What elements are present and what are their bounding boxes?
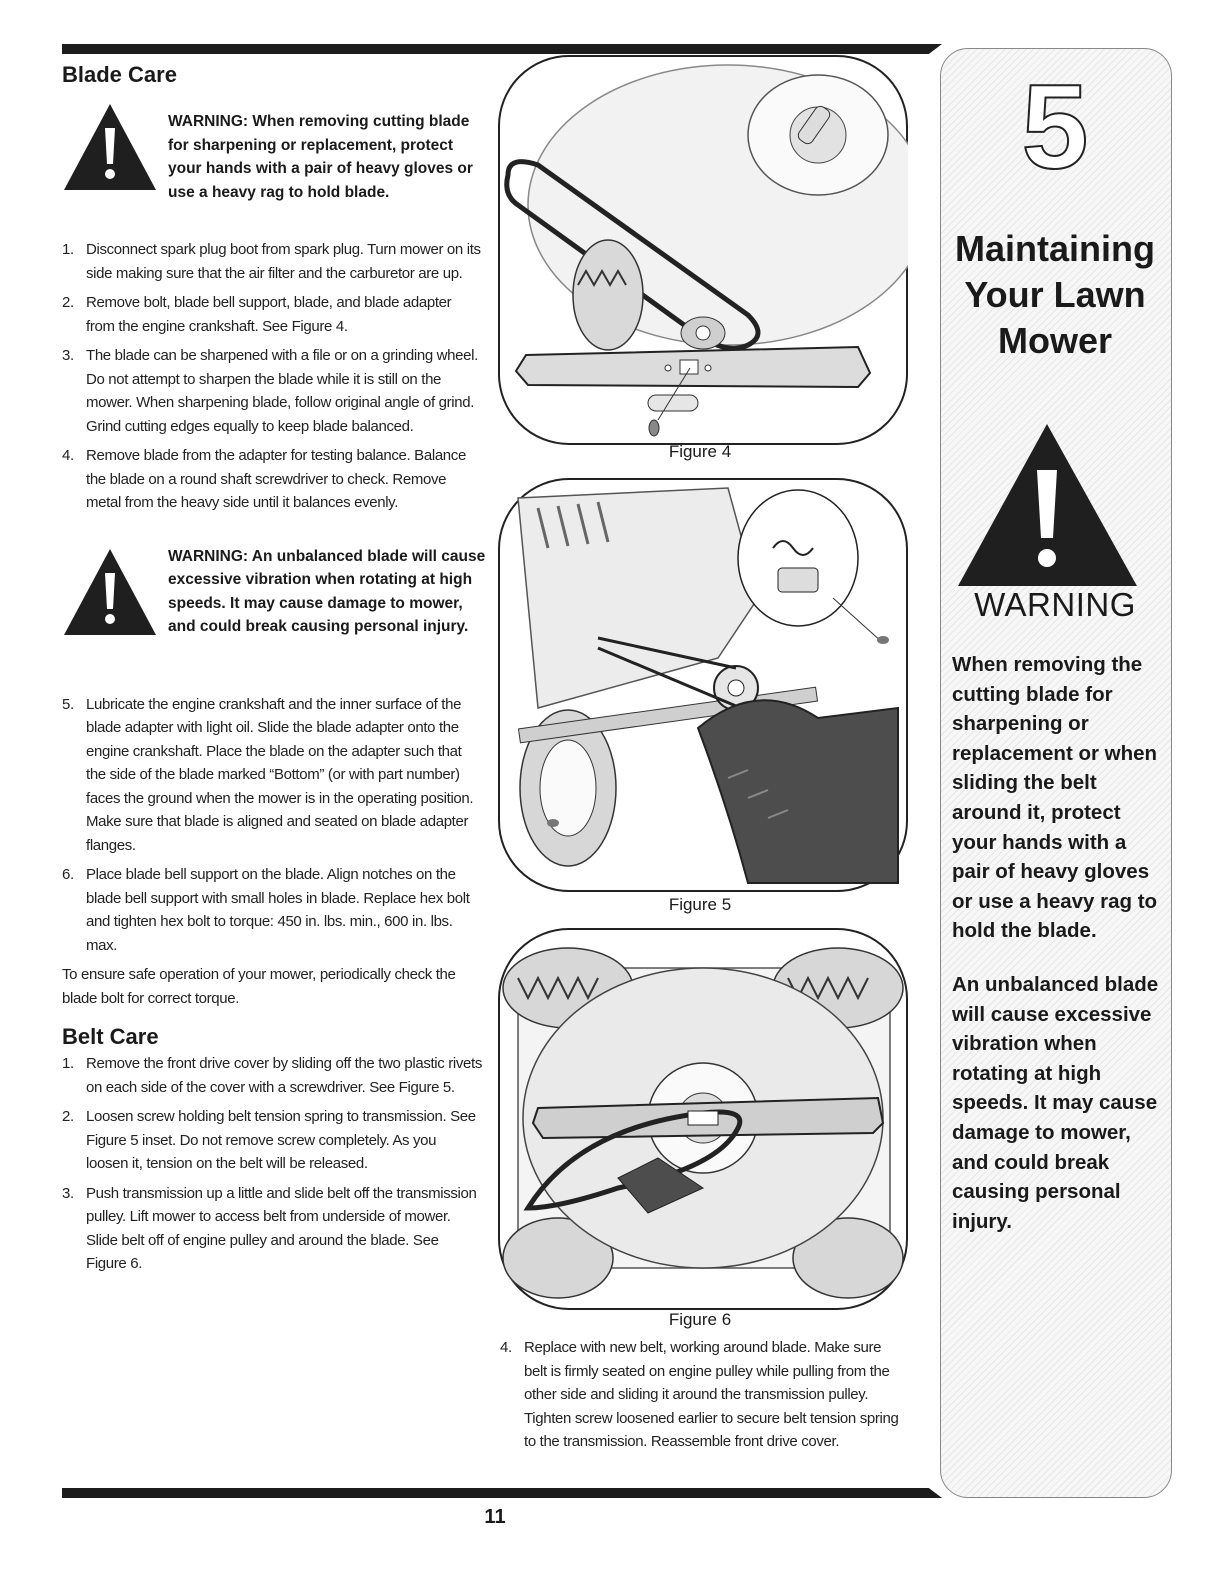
list-item: 3. Push transmission up a little and slide belt off the transmission pulley. Lift mower to access belt from underside of mower. Slide belt off of engine pulley and around the blade. See Figure 6. [62,1184,477,1272]
figure-6 [498,928,908,1310]
top-rule [62,44,942,54]
belt-steps-continued [500,1336,905,1454]
figure-6-illustration [498,928,908,1310]
warning-text: WARNING: An unbalanced blade will cause excessive vibration when rotating at high speeds. It may cause damage to mower, and could break causing personal injury. [168,547,486,635]
blade-steps-a [62,238,482,515]
list-item: 1. Disconnect spark plug boot from spark plug. Turn mower on its side making sure that the air filter and the carburetor are up. [62,241,481,282]
sidebar-warning-text-2: An unbalanced blade will cause excessive vibration when rotating at high speeds. It may cause damage to mower, and could break causing personal injury. [952,973,1159,1233]
list-item: 1. Remove the front drive cover by sliding off the two plastic rivets on each side of the cover with a screwdriver. See Figure 5. [62,1055,482,1096]
warning-triangle-icon [955,420,1140,590]
blade-steps-b [62,693,482,958]
torque-note: To ensure safe operation of your mower, periodically check the blade bolt for correct torque. [62,966,456,1007]
bottom-rule [62,1488,942,1498]
figure-4-caption: Figure 4 [668,442,732,461]
figure-5 [498,478,908,893]
figure-5-caption: Figure 5 [668,895,732,914]
blade-warning-1 [62,102,482,228]
warning-triangle-icon [62,547,158,637]
figure-4 [498,55,908,445]
sidebar-warning-heading: WARNING [974,586,1136,623]
warning-triangle-icon [62,102,158,192]
left-column [62,62,486,1282]
list-item: 2. Loosen screw holding belt tension spring to transmission. See Figure 5 inset. Do not remove screw completely. As you loosen it, tension on the belt will be released. [62,1108,476,1172]
figure-5-illustration [498,478,908,893]
list-item: 6. Place blade bell support on the blade. Align notches on the blade bell support with small holes in blade. Replace hex bolt and tighten hex bolt to torque: 450 in. lbs. min., 600 in. lbs. max. [62,866,470,954]
figure-6-caption: Figure 6 [668,1310,732,1329]
belt-care-heading: Belt Care [62,1024,159,1049]
list-item: 4. Remove blade from the adapter for testing balance. Balance the blade on a round shaft screwdriver to check. Remove metal from the heavy side until it balances evenly. [62,447,466,511]
figure-4-illustration [498,55,908,445]
list-item: 2. Remove bolt, blade bell support, blade, and blade adapter from the engine crankshaft. See Figure 4. [62,294,452,335]
sidebar-warning-text-1: When removing the cutting blade for sharpening or replacement or when sliding the belt around it, protect your hands with a pair of heavy gloves or use a heavy rag to hold the blade. [952,653,1158,943]
chapter-title: Maintaining Your Lawn Mower [955,228,1155,361]
list-item: 4. Replace with new belt, working around blade. Make sure belt is firmly seated on engine pulley while pulling from the other side and sliding it around the transmission pulley. Tighten screw loosened earlier to secure belt tension spring to the transmission. Reassemble front drive cover. [500,1339,899,1450]
blade-care-heading: Blade Care [62,62,177,87]
belt-step-4 [500,1336,905,1460]
blade-warning-2 [62,543,486,693]
belt-steps [62,1052,482,1276]
page-number: 11 [484,1506,506,1528]
list-item: 3. The blade can be sharpened with a file or on a grinding wheel. Do not attempt to sharpen the blade while it is still on the mower. When sharpening blade, follow original angle of grind. Grind cutting edges equally to keep blade balanced. [62,347,478,435]
warning-text: WARNING: When removing cutting blade for sharpening or replacement, protect your hands with a pair of heavy gloves or use a heavy rag to hold blade. [168,113,473,201]
list-item: 5. Lubricate the engine crankshaft and the inner surface of the blade adapter with light oil. Slide the blade adapter onto the engine crankshaft. Place the blade on the adapter such that the side of the blade marked “Bottom” (or with part number) faces the ground when the mower is in the operating position. Make sure that blade is aligned and seated on blade adapter flanges. [62,695,474,854]
chapter-number: 5 [1021,60,1089,194]
